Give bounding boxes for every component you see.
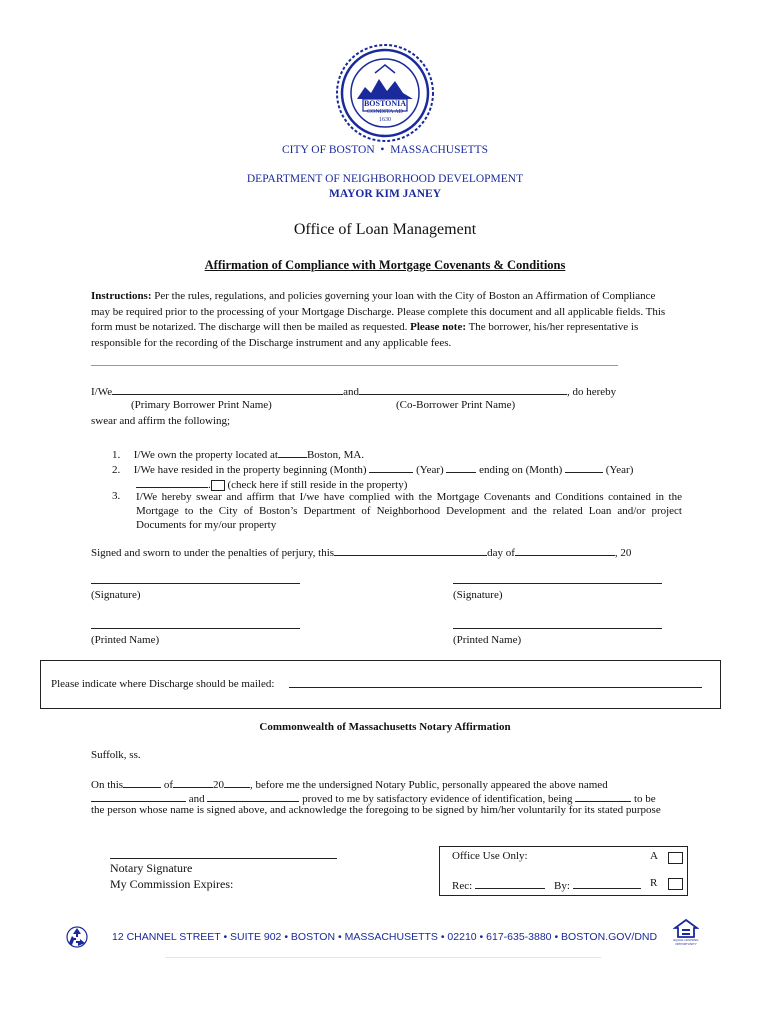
office-use-rec-line [452,877,545,892]
office-use-r-checkbox[interactable] [668,878,683,890]
notary-month-field[interactable] [173,776,213,788]
notary-line3: the person whose name is signed above, and acknowledge the foregoing to be signed by him/her voluntarily for its stated purpose [91,804,661,816]
sworn-day-field[interactable] [334,544,487,556]
printed-name-line-left[interactable] [91,628,300,629]
identification-field[interactable] [575,790,631,802]
notary-line2 [91,790,656,805]
divider [91,365,618,366]
instructions-line3b: The borrower, his/her representative is [468,321,639,333]
item-number: 1. [112,449,121,461]
department-name: DEPARTMENT OF NEIGHBORHOOD DEVELOPMENT [246,173,524,185]
appeared-name-field-2[interactable] [207,790,299,802]
instructions-line4: responsible for the recording of the Discharge instrument and any applicable fees. [91,336,452,349]
mailing-address-box [40,660,721,709]
appeared-name-field-1[interactable] [91,790,186,802]
swear-text: swear and affirm the following; [91,415,231,427]
item-number: 3. [112,490,121,502]
form-title: Affirmation of Compliance with Mortgage Covenants & Conditions [204,258,566,272]
signature-line-left[interactable] [91,583,300,584]
instructions-line1: Per the rules, regulations, and policies governing your loan with the City of Boston an Affirmation of Compliance [154,290,656,302]
item-3-line1: I/We hereby swear and affirm that I/we have complied with the Mortgage Covenants and Conditions contained in the [136,491,682,503]
sworn-text: Signed and sworn to under the penalties of perjury, this [91,547,335,559]
item-2-end-label: ending on (Month) [479,464,563,476]
city-state-line [0,144,770,156]
notary-year-field[interactable] [224,776,250,788]
primary-borrower-caption: (Primary Borrower Print Name) [131,399,272,411]
rec-field[interactable] [475,877,545,889]
item-2-begin-label: I/We have resided in the property beginning (Month) [133,464,367,476]
begin-month-field[interactable] [369,461,413,473]
item-3 [112,490,120,502]
item-1-text: I/We own the property located at [133,449,278,461]
seal-text-city: BOSTONIA [363,99,407,108]
notary-signature-label: Notary Signature [110,861,193,875]
office-use-title: Office Use Only: [452,850,528,862]
item-3-text [136,490,682,532]
item-2 [112,461,682,476]
notary-line1 [91,776,608,791]
primary-borrower-field[interactable] [112,383,343,395]
commission-expires-label: My Commission Expires: [110,877,234,891]
still-reside-label: (check here if still reside in the property) [227,479,408,491]
signature-caption-right: (Signature) [453,589,503,601]
to-be-label: to be [633,793,656,805]
item-number: 2. [112,464,121,476]
property-address-field[interactable] [278,446,307,458]
item-3-line3: Documents for my/our property [136,519,277,531]
of-label: of [163,779,174,791]
equal-housing-label: EQUAL HOUSING OPPORTUNITY [673,938,699,946]
iwe-label: I/We [91,386,113,398]
printed-name-line-right[interactable] [453,628,662,629]
rec-label: Rec: [452,880,473,892]
printed-name-caption-left: (Printed Name) [91,634,160,646]
bullet: • [380,144,385,156]
office-title: Office of Loan Management [293,221,477,238]
item-1-city: Boston, MA. [306,449,365,461]
mayor-name: MAYOR KIM JANEY [328,188,442,200]
notary-line1-text: , before me the undersigned Notary Public, personally appeared the above named [250,779,608,791]
year-prefix: , 20 [614,547,632,559]
instructions-line3a: form must be notarized. The discharge will then be mailed as requested. [91,321,408,333]
co-borrower-caption: (Co-Borrower Print Name) [396,399,516,411]
mailing-address-label: Please indicate where Discharge should be mailed: [51,678,275,690]
city-seal [335,43,435,143]
year-label: 20 [213,779,225,791]
borrower-line [91,383,616,398]
notary-title: Commonwealth of Massachusetts Notary Affirmation [259,721,511,733]
office-use-by-line [554,877,641,892]
office-use-a-label: A [650,850,658,862]
footer-address: 12 CHANNEL STREET • SUITE 902 • BOSTON • MASSACHUSETTS • 02210 • 617-635-3880 • BOSTON.GOV/DND [112,931,658,943]
equal-housing-icon [673,918,699,946]
office-use-r-label: R [650,877,658,889]
and-label: and [343,386,359,398]
begin-year-field[interactable] [446,461,476,473]
note-label: Please note: [410,321,467,333]
printed-name-caption-right: (Printed Name) [453,634,522,646]
office-use-a-checkbox[interactable] [668,852,683,864]
recycle-icon [66,926,88,948]
notary-day-field[interactable] [123,776,161,788]
instructions-line2: may be required prior to the processing of your Mortgage Discharge. Please complete this document and all applicable fields. This [91,305,666,318]
and-label: and [188,793,205,805]
footer-rule [165,957,601,958]
co-borrower-field[interactable] [359,383,567,395]
city-name: CITY OF BOSTON [282,144,375,156]
item-3-line2: Mortgage to the City of Boston’s Department of Neighborhood Development and the related Loan and/or project [136,505,682,517]
end-year-field[interactable] [136,476,208,488]
by-field[interactable] [573,877,641,889]
mailing-address-field[interactable] [289,687,702,688]
notary-signature-line[interactable] [110,858,337,859]
signature-caption-left: (Signature) [91,589,141,601]
item-2-check: . (check here if still reside in the property) [136,476,407,491]
end-month-field[interactable] [565,461,603,473]
signature-line-right[interactable] [453,583,662,584]
day-of-label: day of [487,547,515,559]
item-1 [112,446,364,461]
do-hereby-label: , do hereby [567,386,617,398]
item-2-year-label: (Year) [416,464,444,476]
item-2-end-year-label: (Year) [605,464,634,476]
instructions [91,289,686,351]
sworn-line [91,544,631,559]
on-this-label: On this [91,779,124,791]
sworn-month-field[interactable] [515,544,615,556]
state-name: MASSACHUSETTS [390,144,488,156]
by-label: By: [554,880,570,892]
seal-text-year: 1630 [379,117,391,123]
office-use-box [439,846,688,896]
notary-county: Suffolk, ss. [91,749,141,761]
seal-text-cond: CONDITA AD [366,109,404,115]
notary-line2-text: proved to me by satisfactory evidence of identification, being [302,793,573,805]
instructions-label: Instructions: [91,290,152,302]
